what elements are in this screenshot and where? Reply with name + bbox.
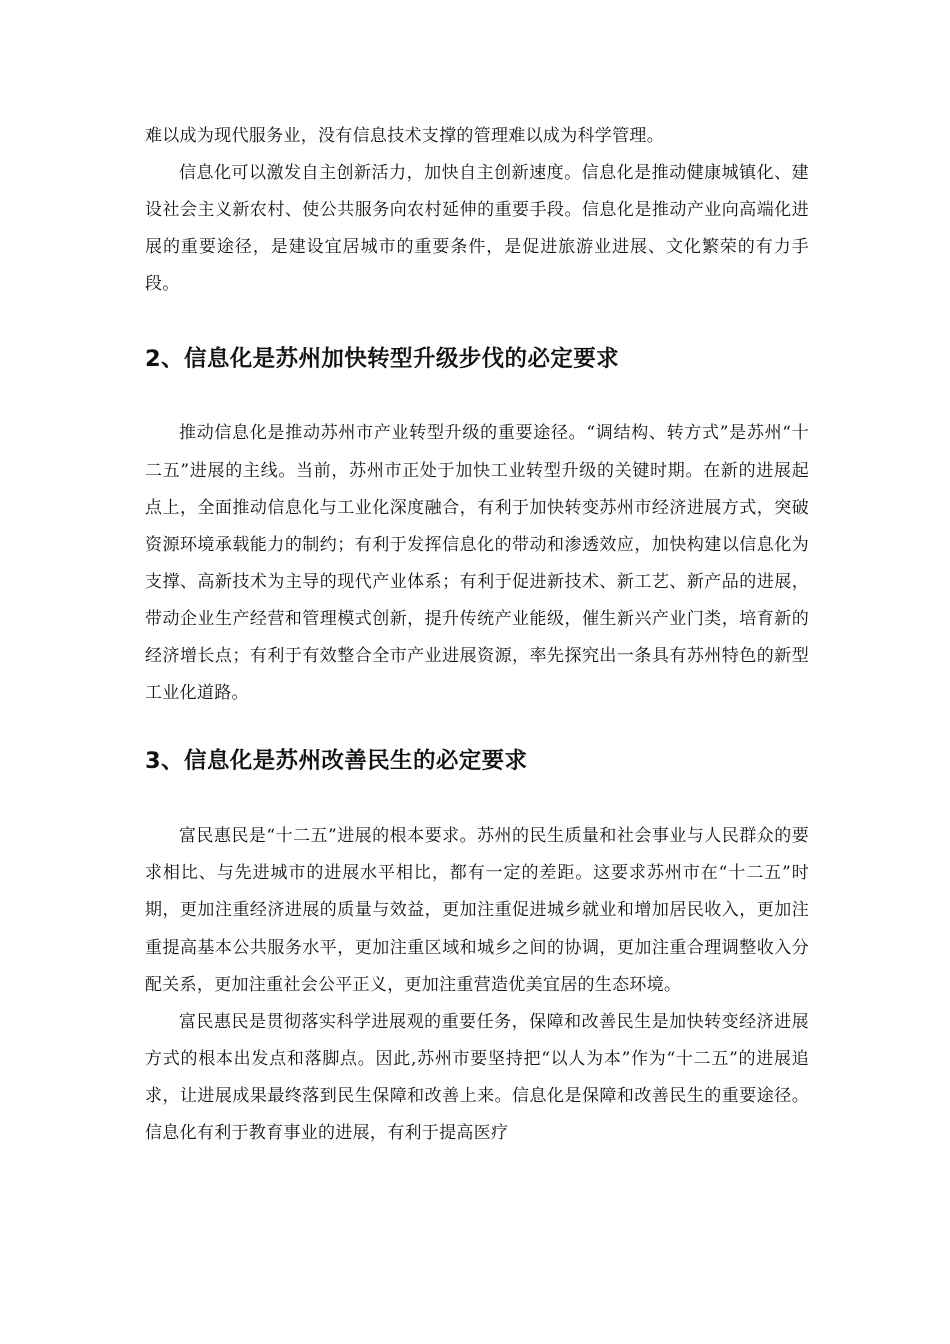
continuation-paragraph: 难以成为现代服务业，没有信息技术支撑的管理难以成为科学管理。 <box>145 126 664 146</box>
section-3-paragraph-1: 富民惠民是“十二五”进展的根本要求。苏州的民生质量和社会事业与人民群众的要求相比、与先进城市的进展水平相比，都有一定的差距。这要求苏州市在“十二五”时期，更加注重经济进展的质量与效益，更加注重促进城乡就业和增加居民收入，更加注重提高基本公共服务水平，更加注重区域和城乡之间的协调，更加注重合理调整收入分配关系，更加注重社会公平正义，更加注重营造优美宜居的生态环境。 <box>145 826 809 995</box>
section-3-paragraph-2: 富民惠民是贯彻落实科学进展观的重要任务，保障和改善民生是加快转变经济进展方式的根本出发点和落脚点。因此,苏州市要坚持把“以人为本”作为“十二五”的进展追求，让进展成果最终落到民生保障和改善上来。信息化是保障和改善民生的重要途径。信息化有利于教育事业的进展，有利于提高医疗 <box>145 1011 809 1143</box>
section-2-paragraph: 推动信息化是推动苏州市产业转型升级的重要途径。“调结构、转方式”是苏州“十二五”进展的主线。当前，苏州市正处于加快工业转型升级的关键时期。在新的进展起点上，全面推动信息化与工业化深度融合，有利于加快转变苏州市经济进展方式，突破资源环境承载能力的制约；有利于发挥信息化的带动和渗透效应，加快构建以信息化为支撑、高新技术为主导的现代产业体系；有利于促进新技术、新工艺、新产品的进展，带动企业生产经营和管理模式创新，提升传统产业能级，催生新兴产业门类，培育新的经济增长点；有利于有效整合全市产业进展资源，率先探究出一条具有苏州特色的新型工业化道路。 <box>145 423 809 704</box>
informatization-innovation-paragraph: 信息化可以激发自主创新活力，加快自主创新速度。信息化是推动健康城镇化、建设社会主义新农村、使公共服务向农村延伸的重要手段。信息化是推动产业向高端化进展的重要途径，是建设宜居城市的重要条件，是促进旅游业进展、文化繁荣的有力手段。 <box>145 163 809 295</box>
section-2-heading: 2、信息化是苏州加快转型升级步伐的必定要求 <box>145 346 620 373</box>
document-page <box>145 118 809 1152</box>
section-3-heading: 3、信息化是苏州改善民生的必定要求 <box>145 748 528 775</box>
